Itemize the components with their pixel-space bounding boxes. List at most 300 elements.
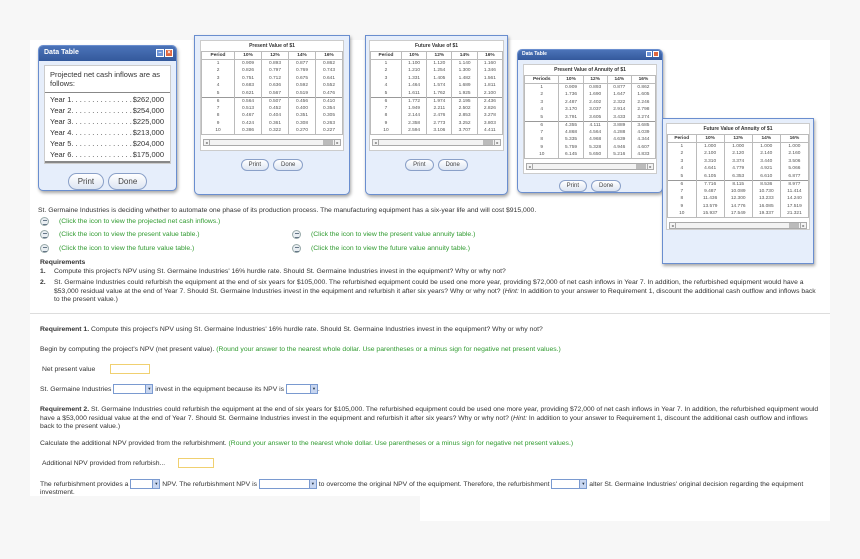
table-cell: 0.227 xyxy=(316,127,343,135)
print-button[interactable]: Print xyxy=(559,180,587,192)
table-row xyxy=(371,97,503,105)
table-cell: 0.862 xyxy=(631,84,655,92)
table-row xyxy=(525,151,656,159)
table-cell: 2.100 xyxy=(477,90,502,98)
table-cell: 1.811 xyxy=(477,82,502,90)
table-cell: 2.914 xyxy=(607,106,631,114)
table-icon[interactable] xyxy=(40,230,49,239)
year-label: Year 6. . . . . . . . . . . . . . . xyxy=(50,150,132,159)
table-cell: 1.690 xyxy=(583,91,607,99)
table-cell: 11.414 xyxy=(780,188,808,196)
cash-inflow-row xyxy=(45,104,170,115)
column-header: Period xyxy=(668,135,697,143)
table-cell: 3.707 xyxy=(452,127,477,135)
table-cell: 1 xyxy=(525,84,559,92)
minimize-icon[interactable] xyxy=(646,51,652,57)
table-cell: 0.712 xyxy=(262,75,289,83)
table-cell: 2.487 xyxy=(559,99,583,107)
table-cell: 4.411 xyxy=(477,127,502,135)
table-cell: 8.115 xyxy=(724,180,752,188)
table-cell: 1.736 xyxy=(559,91,583,99)
table-cell: 0.636 xyxy=(262,82,289,90)
link-fv-table[interactable]: (Click the icon to view the future value table.) xyxy=(59,245,195,252)
table-cell: 14.776 xyxy=(724,203,752,211)
table-icon[interactable] xyxy=(292,230,301,239)
table-cell: 0.410 xyxy=(316,97,343,105)
table-cell: 0.893 xyxy=(583,84,607,92)
table-cell: 3.278 xyxy=(477,112,502,120)
table-cell: 2.476 xyxy=(427,112,452,120)
table-cell: 4.968 xyxy=(583,136,607,144)
close-icon[interactable] xyxy=(653,51,659,57)
column-header: 12% xyxy=(427,52,452,60)
table-icon[interactable] xyxy=(40,244,49,253)
additional-npv-input[interactable] xyxy=(178,458,214,468)
table-cell: 9 xyxy=(525,144,559,152)
close-icon[interactable]: × xyxy=(165,49,173,57)
table-cell: 3.274 xyxy=(631,114,655,122)
chevron-down-icon: ▼ xyxy=(310,385,317,393)
cash-inflow-value: $175,000 xyxy=(132,150,164,159)
cash-inflow-value: $262,000 xyxy=(132,95,164,104)
table-cell: 0.564 xyxy=(235,97,262,105)
print-button[interactable]: Print xyxy=(68,173,104,190)
table-cell: 2.358 xyxy=(401,120,426,128)
table-cell: 3 xyxy=(202,75,235,83)
cash-inflows-intro: Projected net cash inflows are as follows: xyxy=(45,66,170,93)
table-cell: 13.233 xyxy=(752,195,780,203)
table-row xyxy=(202,82,343,90)
table-cell: 1.000 xyxy=(780,143,808,151)
table-cell: 10.730 xyxy=(752,188,780,196)
table-cell: 1.574 xyxy=(427,82,452,90)
fva-table xyxy=(667,134,809,218)
chevron-down-icon: ▼ xyxy=(579,480,586,488)
table-cell: 0.877 xyxy=(607,84,631,92)
table-cell: 0.263 xyxy=(316,120,343,128)
minimize-icon[interactable]: – xyxy=(156,49,164,57)
column-header: 16% xyxy=(780,135,808,143)
column-header: 10% xyxy=(559,76,583,84)
cash-inflow-value: $213,000 xyxy=(132,128,164,137)
table-cell: 16.085 xyxy=(752,203,780,211)
table-cell: 4.639 xyxy=(607,136,631,144)
table-cell: 5.759 xyxy=(559,144,583,152)
table-row xyxy=(668,150,809,158)
table-cell: 4.946 xyxy=(607,144,631,152)
table-cell: 9 xyxy=(668,203,697,211)
npv-row: Net present value xyxy=(42,364,150,374)
table-cell: 2.120 xyxy=(724,150,752,158)
table-cell: 0.386 xyxy=(235,127,262,135)
table-cell: 1.762 xyxy=(427,90,452,98)
column-header: 14% xyxy=(607,76,631,84)
print-button[interactable]: Print xyxy=(405,159,433,171)
content-area-bottom xyxy=(420,496,830,521)
table-cell: 1.405 xyxy=(427,75,452,83)
table-cell: 8 xyxy=(371,112,402,120)
table-cell: 0.452 xyxy=(262,105,289,113)
table-row xyxy=(202,75,343,83)
table-cell: 8 xyxy=(668,195,697,203)
table-cell: 2.246 xyxy=(631,99,655,107)
table-cell: 8.977 xyxy=(780,180,808,188)
table-cell: 2.195 xyxy=(452,97,477,105)
table-cell: 5.066 xyxy=(780,165,808,173)
table-cell: 4.641 xyxy=(696,165,724,173)
year-label: Year 5. . . . . . . . . . . . . . . xyxy=(50,139,132,148)
table-cell: 0.404 xyxy=(262,112,289,120)
table-cell: 4.344 xyxy=(631,136,655,144)
table-cell: 1.000 xyxy=(752,143,780,151)
table-cell: 0.400 xyxy=(289,105,316,113)
table-cell: 21.321 xyxy=(780,210,808,218)
done-button[interactable]: Done xyxy=(273,159,303,171)
table-cell: 1.772 xyxy=(401,97,426,105)
table-cell: 2.140 xyxy=(752,150,780,158)
print-button[interactable]: Print xyxy=(241,159,269,171)
link-cash-inflows[interactable]: (Click the icon to view the projected net cash inflows.) xyxy=(59,218,221,225)
table-cell: 4.288 xyxy=(607,129,631,137)
table-cell: 0.641 xyxy=(316,75,343,83)
dialog-titlebar xyxy=(39,46,176,61)
table-row xyxy=(371,112,503,120)
done-button[interactable]: Done xyxy=(108,173,147,190)
table-cell: 2.853 xyxy=(452,112,477,120)
table-cell: 13.579 xyxy=(696,203,724,211)
table-cell: 10 xyxy=(668,210,697,218)
fv-table xyxy=(370,51,503,135)
table-cell: 2.826 xyxy=(477,105,502,113)
done-button[interactable]: Done xyxy=(438,159,468,171)
link-fva-table[interactable]: (Click the icon to view the future value annuity table.) xyxy=(311,245,471,252)
table-cell: 3.791 xyxy=(559,114,583,122)
year-label: Year 1. . . . . . . . . . . . . . . xyxy=(50,95,132,104)
table-cell: 0.476 xyxy=(316,90,343,98)
table-cell: 0.909 xyxy=(235,60,262,68)
table-cell: 1.300 xyxy=(452,67,477,75)
table-cell: 5 xyxy=(668,173,697,181)
cash-inflows-dialog xyxy=(38,45,177,191)
table-cell: 7 xyxy=(371,105,402,113)
table-cell: 1.210 xyxy=(401,67,426,75)
table-cell: 10 xyxy=(202,127,235,135)
table-cell: 4.564 xyxy=(583,129,607,137)
done-button[interactable]: Done xyxy=(591,180,621,192)
table-cell: 2 xyxy=(371,67,402,75)
table-icon[interactable] xyxy=(292,244,301,253)
table-cell: 4.779 xyxy=(724,165,752,173)
dialog-titlebar xyxy=(518,50,662,60)
horizontal-scrollbar[interactable]: ◂ ▸ xyxy=(372,139,501,146)
table-cell: 7 xyxy=(202,105,235,113)
table-cell: 0.683 xyxy=(235,82,262,90)
table-row xyxy=(202,60,343,68)
pv-table-title: Present Value of $1 xyxy=(249,43,295,49)
table-cell: 2 xyxy=(525,91,559,99)
table-cell: 5 xyxy=(525,114,559,122)
table-cell: 0.305 xyxy=(316,112,343,120)
table-cell: 1.974 xyxy=(427,97,452,105)
table-cell: 1.100 xyxy=(401,60,426,68)
column-header: Period xyxy=(371,52,402,60)
table-cell: 4.607 xyxy=(631,144,655,152)
column-header: 10% xyxy=(696,135,724,143)
cash-inflow-value: $204,000 xyxy=(132,139,164,148)
table-row xyxy=(525,144,656,152)
table-cell: 4.833 xyxy=(631,151,655,159)
table-row xyxy=(668,188,809,196)
table-cell: 3.440 xyxy=(752,158,780,166)
table-cell: 10 xyxy=(371,127,402,135)
table-cell: 2 xyxy=(202,67,235,75)
table-cell: 4.039 xyxy=(631,129,655,137)
table-cell: 0.769 xyxy=(289,67,316,75)
column-header: 16% xyxy=(316,52,343,60)
divider xyxy=(30,313,830,314)
pv-table-dialog xyxy=(194,35,350,195)
table-row xyxy=(202,105,343,113)
table-cell: 2.100 xyxy=(696,150,724,158)
table-cell: 2.160 xyxy=(780,150,808,158)
cash-inflow-value: $254,000 xyxy=(132,106,164,115)
table-cell: 7 xyxy=(668,188,697,196)
column-header: 12% xyxy=(583,76,607,84)
table-cell: 2.402 xyxy=(583,99,607,107)
table-cell: 9.487 xyxy=(696,188,724,196)
column-header: 16% xyxy=(631,76,655,84)
table-row xyxy=(371,67,503,75)
chevron-down-icon: ▼ xyxy=(145,385,152,393)
table-cell: 9 xyxy=(202,120,235,128)
column-header: 16% xyxy=(477,52,502,60)
cash-inflow-row xyxy=(45,137,170,148)
horizontal-scrollbar[interactable]: ◂ ▸ xyxy=(526,163,654,170)
pva-table xyxy=(524,75,656,159)
chevron-down-icon: ▼ xyxy=(309,480,316,488)
fva-table-dialog xyxy=(662,118,814,264)
table-cell: 2.144 xyxy=(401,112,426,120)
table-cell: 5 xyxy=(202,90,235,98)
table-cell: 5.650 xyxy=(583,151,607,159)
table-row xyxy=(668,173,809,181)
table-cell: 4.355 xyxy=(559,121,583,129)
table-cell: 3.605 xyxy=(583,114,607,122)
table-cell: 0.467 xyxy=(235,112,262,120)
table-cell: 1.120 xyxy=(427,60,452,68)
decision-sentence-1: St. Germaine Industries ▼ invest in the equipment because its NPV is ▼ . xyxy=(40,385,320,393)
table-cell: 4 xyxy=(668,165,697,173)
table-row xyxy=(371,82,503,90)
horizontal-scrollbar[interactable]: ◂ ▸ xyxy=(203,139,341,146)
table-cell: 19.337 xyxy=(752,210,780,218)
fv-table-dialog xyxy=(365,35,508,195)
table-cell: 0.456 xyxy=(289,97,316,105)
table-row xyxy=(202,112,343,120)
table-cell: 0.361 xyxy=(262,120,289,128)
column-header: 12% xyxy=(262,52,289,60)
table-cell: 4.921 xyxy=(752,165,780,173)
table-cell: 2.322 xyxy=(607,99,631,107)
table-cell: 1.949 xyxy=(401,105,426,113)
table-cell: 1.689 xyxy=(452,82,477,90)
fv-table-title: Future Value of $1 xyxy=(414,43,459,49)
table-cell: 4 xyxy=(525,106,559,114)
table-row xyxy=(202,90,343,98)
chevron-down-icon: ▼ xyxy=(152,480,159,488)
table-row xyxy=(525,99,656,107)
refurb-instruction: Calculate the additional NPV provided from the refurbishment. (Round your answer to the nearest whole dollar. Use parentheses or a minus sign for negative net present values.) xyxy=(40,440,574,447)
table-cell: 1.647 xyxy=(607,91,631,99)
year-label: Year 3. . . . . . . . . . . . . . . xyxy=(50,117,132,126)
table-cell: 7.716 xyxy=(696,180,724,188)
cash-inflows-body xyxy=(44,65,171,164)
table-cell: 1 xyxy=(668,143,697,151)
requirements-heading: Requirements xyxy=(40,259,86,266)
table-cell: 8.536 xyxy=(752,180,780,188)
horizontal-scrollbar[interactable]: ◂ ▸ xyxy=(669,222,807,229)
column-header: 14% xyxy=(289,52,316,60)
table-cell: 15.937 xyxy=(696,210,724,218)
table-cell: 12.300 xyxy=(724,195,752,203)
table-cell: 0.751 xyxy=(235,75,262,83)
table-cell: 3 xyxy=(525,99,559,107)
table-cell: 2.798 xyxy=(631,106,655,114)
table-cell: 3.685 xyxy=(631,121,655,129)
table-row xyxy=(668,165,809,173)
npv-input[interactable] xyxy=(110,364,150,374)
table-cell: 2 xyxy=(668,150,697,158)
table-cell: 0.743 xyxy=(316,67,343,75)
table-cell: 4.111 xyxy=(583,121,607,129)
invest-select[interactable] xyxy=(113,384,153,394)
table-cell: 3.803 xyxy=(477,120,502,128)
table-cell: 0.592 xyxy=(289,82,316,90)
table-cell: 0.893 xyxy=(262,60,289,68)
table-cell: 3 xyxy=(371,75,402,83)
table-cell: 1.000 xyxy=(696,143,724,151)
table-row xyxy=(371,90,503,98)
pv-table xyxy=(201,51,343,135)
table-row xyxy=(371,105,503,113)
table-cell: 1.611 xyxy=(401,90,426,98)
table-cell: 1.331 xyxy=(401,75,426,83)
cash-inflow-row xyxy=(45,148,170,159)
table-row xyxy=(668,143,809,151)
table-cell: 2.502 xyxy=(452,105,477,113)
table-cell: 1.254 xyxy=(427,67,452,75)
table-cell: 0.308 xyxy=(289,120,316,128)
table-cell: 5 xyxy=(371,90,402,98)
table-cell: 0.567 xyxy=(262,90,289,98)
table-cell: 10 xyxy=(525,151,559,159)
table-cell: 5.216 xyxy=(607,151,631,159)
table-cell: 4.868 xyxy=(559,129,583,137)
link-pva-table[interactable]: (Click the icon to view the present value annuity table.) xyxy=(311,231,476,238)
column-header: 10% xyxy=(401,52,426,60)
table-row xyxy=(202,97,343,105)
table-cell: 3.374 xyxy=(724,158,752,166)
table-cell: 1.140 xyxy=(452,60,477,68)
table-cell: 1.464 xyxy=(401,82,426,90)
table-cell: 1.561 xyxy=(477,75,502,83)
table-cell: 5.328 xyxy=(583,144,607,152)
refurb-alter-select[interactable] xyxy=(551,479,587,489)
table-row xyxy=(525,106,656,114)
refurb-sufficiency-select[interactable] xyxy=(259,479,317,489)
table-cell: 9 xyxy=(371,120,402,128)
table-row xyxy=(668,180,809,188)
additional-npv-row: Additional NPV provided from refurbish... xyxy=(42,458,214,468)
table-cell: 1.482 xyxy=(452,75,477,83)
decision-sentence-2: The refurbishment provides a ▼ NPV. The refurbishment NPV is ▼ to overcome the original NPV of the equipment. Therefore, the refurbishment ▼ alter St. Germaine Industries' original decision regarding the equipment investment. xyxy=(40,480,804,497)
table-cell: 1.605 xyxy=(631,91,655,99)
table-cell: 0.354 xyxy=(316,105,343,113)
table-cell: 2.211 xyxy=(427,105,452,113)
dialog-title: Data Table xyxy=(522,51,547,57)
table-cell: 6 xyxy=(371,97,402,105)
table-cell: 0.552 xyxy=(316,82,343,90)
table-row xyxy=(371,60,503,68)
table-cell: 6 xyxy=(525,121,559,129)
table-cell: 0.513 xyxy=(235,105,262,113)
table-cell: 2.773 xyxy=(427,120,452,128)
table-row xyxy=(525,136,656,144)
fva-table-title: Future Value of Annuity of $1 xyxy=(703,126,773,132)
table-row xyxy=(371,120,503,128)
table-cell: 1.000 xyxy=(724,143,752,151)
refurb-npv-sign-select[interactable] xyxy=(130,479,160,489)
table-cell: 6.610 xyxy=(752,173,780,181)
table-cell: 3.037 xyxy=(583,106,607,114)
table-cell: 3.106 xyxy=(427,127,452,135)
cash-inflow-value: $225,000 xyxy=(132,117,164,126)
dialog-title: Data Table xyxy=(44,49,79,56)
problem-intro: St. Germaine Industries is deciding whether to automate one phase of its production process. The manufacturing equipment has a six-year life and will cost $915,000. xyxy=(38,207,537,214)
table-cell: 0.351 xyxy=(289,112,316,120)
table-cell: 8 xyxy=(525,136,559,144)
npv-instruction: Begin by computing the project's NPV (net present value). (Round your answer to the nearest whole dollar. Use parentheses or a minus sign for negative net present values.) xyxy=(40,346,561,353)
table-cell: 1.925 xyxy=(452,90,477,98)
table-icon[interactable] xyxy=(40,217,49,226)
column-header: 12% xyxy=(724,135,752,143)
column-header: Periods xyxy=(525,76,559,84)
table-row xyxy=(371,127,503,135)
table-cell: 2.594 xyxy=(401,127,426,135)
cash-inflow-row xyxy=(45,115,170,126)
link-pv-table[interactable]: (Click the icon to view the present value table.) xyxy=(59,231,200,238)
table-cell: 0.519 xyxy=(289,90,316,98)
requirement-2-prompt: Requirement 2. St. Germaine Industries could refurbish the equipment at the end of six years for $105,000. The refurbished equipment could be used one more year, providing $72,000 of net cash inflows in Year 7. In addition, the refurbished equipment would have a $53,000 residual value at the end of Year 7. Should St. Germaine Industries invest in the equipment and refurbish it after six years? Why or why not? (Hint: In addition to your answer to Requirement 1, discount the additional cash outflow and inflows back to the present value.) xyxy=(40,406,819,430)
table-cell: 1.160 xyxy=(477,60,502,68)
table-cell: 8 xyxy=(202,112,235,120)
table-cell: 3.252 xyxy=(452,120,477,128)
table-cell: 2.436 xyxy=(477,97,502,105)
table-cell: 6.145 xyxy=(559,151,583,159)
table-row xyxy=(668,195,809,203)
table-row xyxy=(202,127,343,135)
table-cell: 3.310 xyxy=(696,158,724,166)
table-cell: 5.335 xyxy=(559,136,583,144)
cash-inflow-row xyxy=(45,126,170,137)
table-cell: 1 xyxy=(371,60,402,68)
table-cell: 17.519 xyxy=(780,203,808,211)
pva-table-dialog xyxy=(517,49,663,193)
table-cell: 3 xyxy=(668,158,697,166)
table-cell: 6 xyxy=(668,180,697,188)
npv-sign-select[interactable] xyxy=(286,384,318,394)
table-cell: 0.826 xyxy=(235,67,262,75)
